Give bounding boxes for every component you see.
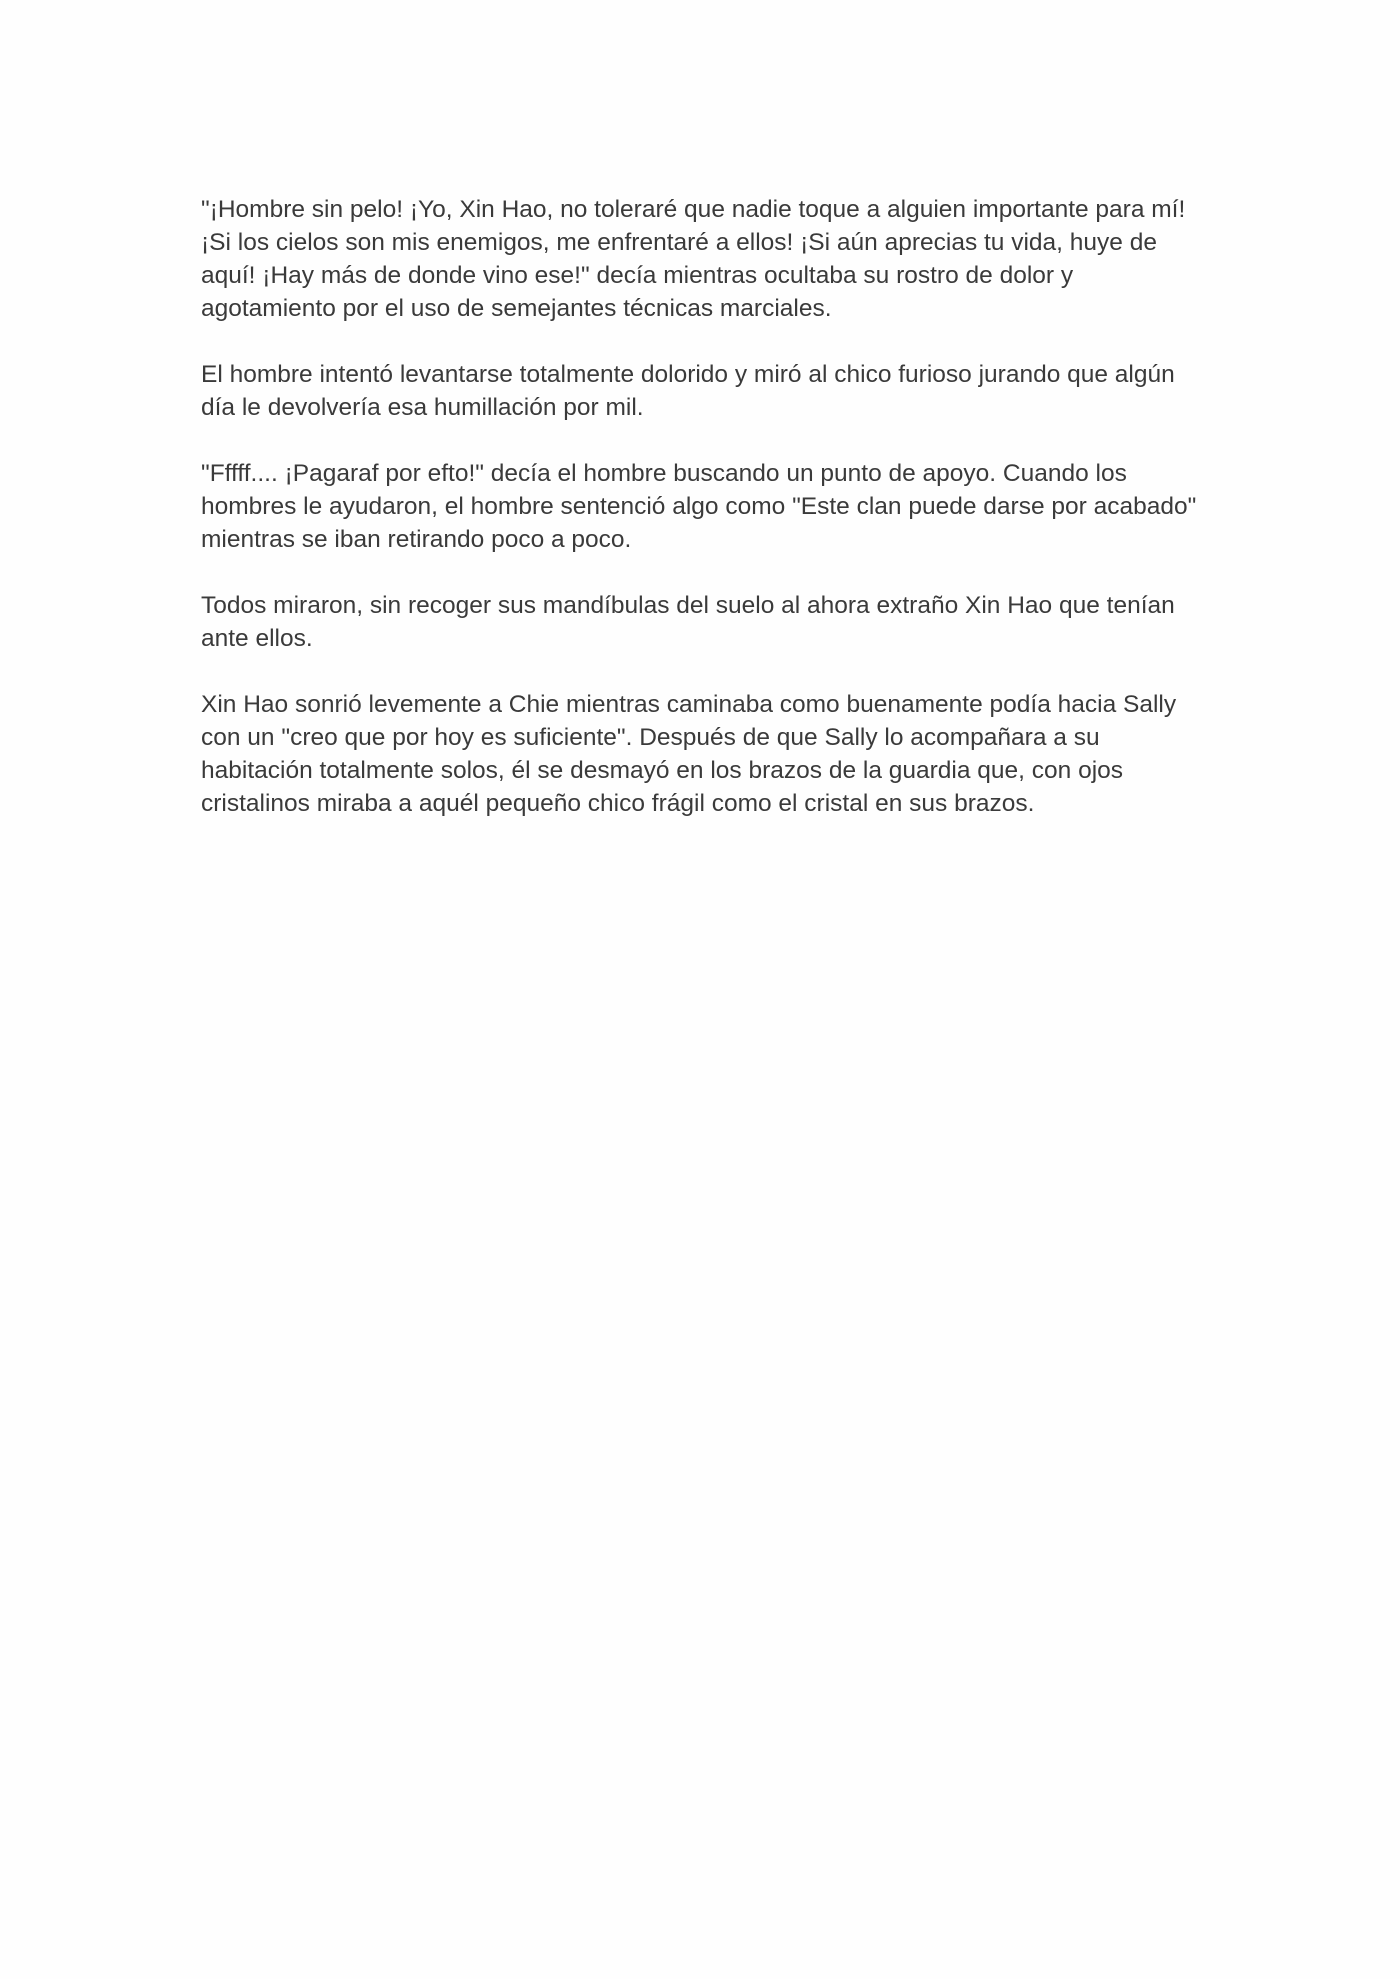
paragraph-5: Xin Hao sonrió levemente a Chie mientras caminaba como buenamente podía hacia Sally con un "creo que por hoy es suficiente". Después de que Sally lo acompañara a su habitación totalmente solos, él se desmayó en los brazos de la guardia que, con ojos cristalinos miraba a aquél pequeño chico frágil como el cristal en sus brazos.	[201, 691, 1177, 817]
document-body	[201, 193, 1201, 853]
paragraph-3: "Fffff.... ¡Pagaraf por efto!" decía el hombre buscando un punto de apoyo. Cuando los hombres le ayudaron, el hombre sentenció algo como "Este clan puede darse por acabado" mientras se iban retirando poco a poco.	[201, 460, 1197, 553]
paragraph-4: Todos miraron, sin recoger sus mandíbulas del suelo al ahora extraño Xin Hao que tenían ante ellos.	[201, 592, 1175, 652]
paragraph-1: "¡Hombre sin pelo! ¡Yo, Xin Hao, no toleraré que nadie toque a alguien importante para mí! ¡Si los cielos son mis enemigos, me enfrentaré a ellos! ¡Si aún aprecias tu vida, huye de aquí! ¡Hay más de donde vino ese!" decía mientras ocultaba su rostro de dolor y agotamiento por el uso de semejantes técnicas marciales.	[201, 196, 1186, 322]
paragraph-2: El hombre intentó levantarse totalmente dolorido y miró al chico furioso jurando que algún día le devolvería esa humillación por mil.	[201, 361, 1175, 421]
